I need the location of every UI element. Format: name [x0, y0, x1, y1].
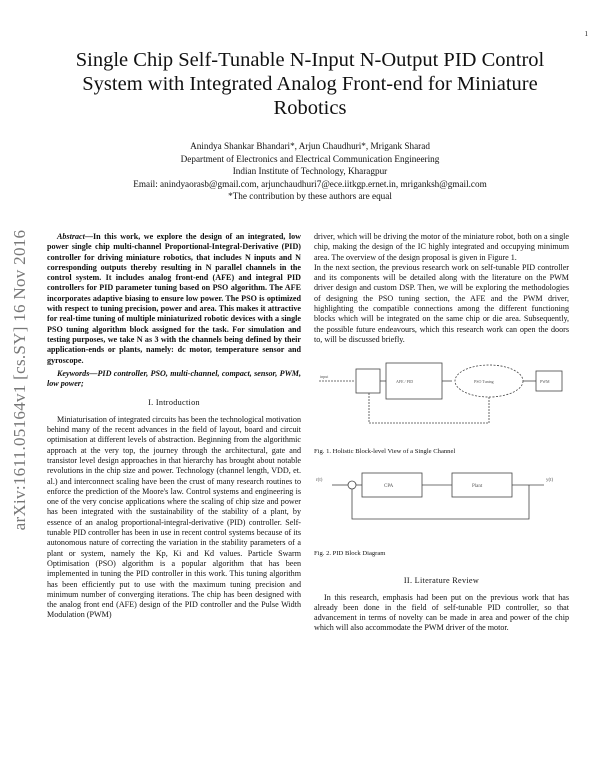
figure-2-label-input: r(t)	[316, 478, 323, 484]
paper-title: Single Chip Self-Tunable N-Input N-Output PID Control System with Integrated Analog Front-end for Miniature Robotics	[75, 49, 545, 119]
section-literature-heading: II. Literature Review	[403, 576, 480, 586]
keywords-text: —PID controller, PSO, multi-channel, compact, sensor, PWM, low power;	[47, 368, 301, 389]
introduction-text: Miniaturisation of integrated circuits has been the technological motivation behind many of the recent advances in the field of layout, board and circuit optimisation at different levels of abstraction. Beginning from the algorithmic approach at the very top, the journey through the architectural, gate and transistor level design approaches in that hierarchy has brought about notable revolutions in the chip size and power. Technology (channel length, VDD, et. al.) and interconnect scaling have been the crust of many research routines to enforce the prediction of the Moore's law. Control systems and engineering is one of the very concise applications where the scaling of chip size and power has been integrated with the sustainability of the stability of a plant, by essence of an analog proportional-integral-derivative (PID) controller. Self-tunable PID controller has been in use in recent control systems because of its autonomous nature of correcting the variation in the stability parameters of a plant or system, namely the Kp, Ki and Kd values. Particle Swarm Optimisation (PSO) algorithm is a popular algorithm that has been implemented in tuning the PID controller in this work. This tuning algorithm has been efficiently put to use with the maximum tuning precision and minimum number of converging iterations. The chip has been designed with the analog front end (AFE) design of the PID controller and the Pulse Width Modulation (PWM)	[47, 414, 301, 620]
page-number: 1	[584, 30, 588, 38]
svg-text:AFE / PID: AFE / PID	[396, 379, 414, 385]
abstract-label: Abstract	[57, 232, 85, 241]
figure-2-block-2: Plant	[472, 484, 483, 490]
figure-2-label-output: y(t)	[546, 478, 554, 484]
section-introduction-heading: I. Introduction	[148, 398, 200, 408]
left-column	[47, 232, 301, 621]
figure-1-caption: Fig. 1. Holistic Block-level View of a Single Channel	[314, 447, 456, 455]
keywords-label: Keywords	[57, 368, 90, 378]
right-column	[314, 232, 569, 634]
figure-1	[314, 351, 569, 459]
email-line: Email: anindyaorasb@gmail.com, arjunchaudhuri7@ece.iitkgp.ernet.in, mriganksh@gmail.com	[133, 178, 487, 189]
institute: Indian Institute of Technology, Kharagpur	[232, 166, 388, 177]
department: Department of Electronics and Electrical Communication Engineering	[180, 153, 440, 164]
svg-text:input: input	[320, 374, 329, 380]
figure-2-caption: Fig. 2. PID Block Diagram	[314, 549, 386, 557]
figure-2-block-1: CPA	[384, 484, 394, 490]
figure-1-diagram	[314, 351, 569, 441]
keywords	[47, 369, 301, 390]
author-block	[50, 140, 570, 203]
figure-2-diagram	[314, 463, 569, 543]
svg-text:PWM: PWM	[540, 379, 550, 385]
abstract-text: —In this work, we explore the design of an integrated, low power single chip multi-channel Proportional-Integral-Derivative (PID) controller for driving miniature robotics, that includes N inputs and N corresponding outputs thereby resulting in N parallel channels in the control system. It includes analog front-end (AFE) and integral PID controllers for PID parameter tuning based on PSO algorithm. The AFE incorporates adaptive biasing to ensure low power. The PSO is optimized with respect to tuning precision, power and area. This makes it attractive for real-time tuning of multiple miniaturized robotic devices with a single PSO tuning algorithm block assigned for the task. For simulation and testing purposes, we take N as 3 with the channels being defined by their application-ends or plants, namely: dc motor, temperature sensor and gyroscope.	[47, 232, 301, 365]
contribution-note: *The contribution by these authors are equal	[228, 191, 392, 202]
svg-text:PSO Tuning: PSO Tuning	[474, 379, 494, 385]
right-paragraph-2: In the next section, the previous research work on self-tunable PID controller and its components will be detailed along with the literature on the PWM driver design and custom DSP. Then, we will be exploring the methodologies of designing the PSO tuning section, the AFE and the PWM driver, highlighting the compatible connections among the different functioning blocks which will be integrated on the same chip or die area. Subsequently, the possible future endeavours, which this research work can open the doors to, will be discussed briefly.	[314, 262, 569, 344]
author-names: Anindya Shankar Bhandari*, Arjun Chaudhuri*, Mrigank Sharad	[190, 141, 430, 151]
right-paragraph-1: driver, which will be driving the motor of the miniature robot, both on a single chip, making the design of the IC highly integrated and occupying minimum area. The overview of the design proposal is given in Figure 1.	[314, 232, 569, 262]
arxiv-watermark	[6, 200, 34, 560]
abstract	[47, 232, 301, 366]
figure-2	[314, 463, 569, 567]
arxiv-id: arXiv:1611.05164v1 [cs.SY] 16 Nov 2016	[10, 229, 29, 531]
literature-text: In this research, emphasis had been put on the previous work that has already been done in the field of self-tunable PID controller, so that advancement in terms of novelty can be made in area and power of the chip which will also accommodate the PWM driver of the motor.	[314, 592, 569, 633]
